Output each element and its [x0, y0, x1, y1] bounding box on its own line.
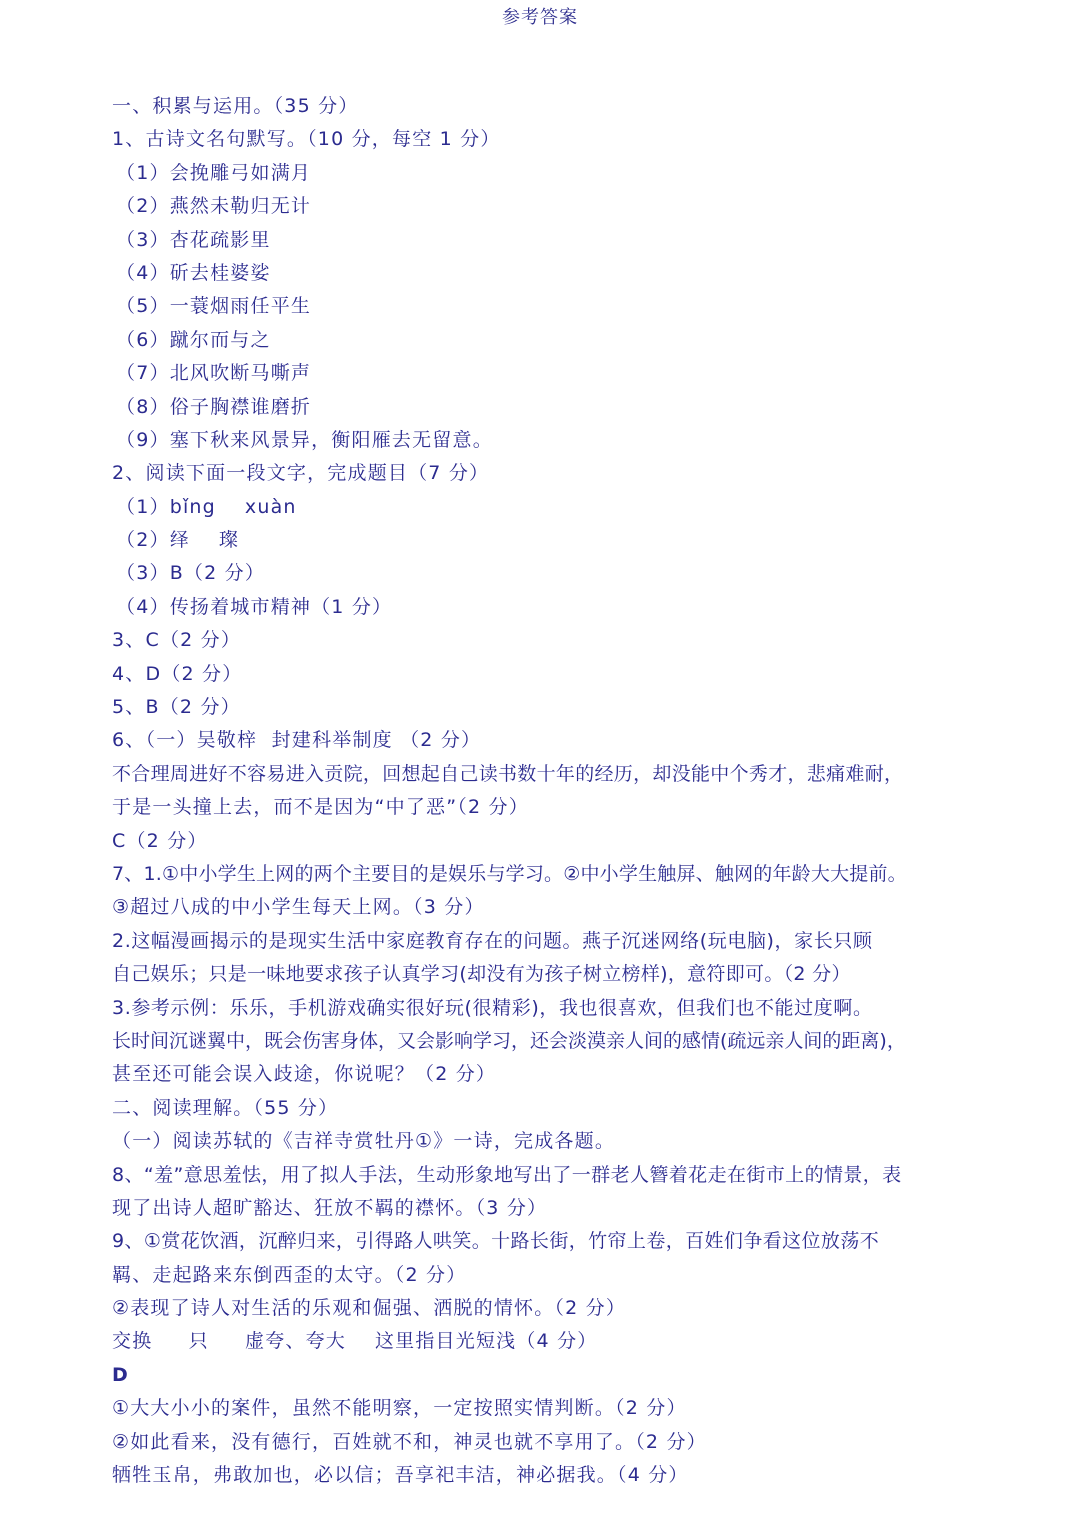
- answer-line: ③超过八成的中小学生每天上网。（3 分）: [112, 896, 485, 919]
- answer-line: 3.参考示例：乐乐，手机游戏确实很好玩(很精彩)，我也很喜欢，但我们也不能过度啊。: [112, 996, 873, 1019]
- answer-line: 6、（一）吴敬梓 封建科举制度 （2 分）: [112, 729, 482, 752]
- answer-line: D: [112, 1363, 129, 1386]
- answer-line: C（2 分）: [112, 829, 208, 852]
- answer-line: 9、①赏花饮酒，沉醉归来，引得路人哄笑。十路长街，竹帘上卷，百姓们争看这位放荡不: [112, 1230, 880, 1253]
- answer-line: （3）杏花疏影里: [116, 228, 271, 251]
- answer-line: 4、D（2 分）: [112, 662, 243, 685]
- answer-line: 3、C（2 分）: [112, 629, 242, 652]
- answer-line: （3）B（2 分）: [116, 562, 266, 585]
- answer-line: （7）北风吹断马嘶声: [116, 362, 312, 385]
- answer-line: ②如此看来，没有德行，百姓就不和，神灵也就不享用了。（2 分）: [112, 1430, 707, 1453]
- subsection-heading: （一）阅读苏轼的《吉祥寺赏牡丹①》一诗，完成各题。: [112, 1130, 616, 1153]
- answer-line: 不合理周进好不容易进入贡院，回想起自己读书数十年的经历，却没能中个秀才，悲痛难耐，: [112, 762, 904, 785]
- section-heading: 二、阅读理解。（55 分）: [112, 1096, 339, 1119]
- answer-line: ①大大小小的案件，虽然不能明察，一定按照实情判断。（2 分）: [112, 1397, 687, 1420]
- answer-line: 长时间沉谜翼中，既会伤害身体，又会影响学习，还会淡漠亲人间的感情(疏远亲人间的距离)，: [112, 1029, 906, 1052]
- answer-line: （8）俗子胸襟谁磨折: [116, 395, 312, 418]
- answer-line: 羁、走起路来东倒西歪的太守。（2 分）: [112, 1263, 467, 1286]
- answer-line: （1）bǐng xuàn: [116, 495, 297, 518]
- answer-line: 5、B（2 分）: [112, 696, 241, 719]
- answer-line: 现了出诗人超旷豁达、狂放不羁的襟怀。（3 分）: [112, 1196, 548, 1219]
- answer-line: 甚至还可能会误入歧途，你说呢？（2 分）: [112, 1063, 497, 1086]
- section-heading: 一、积累与运用。（35 分）: [112, 95, 359, 117]
- answer-line: （1）会挽雕弓如满月: [116, 161, 312, 184]
- answer-line: （6）蹴尔而与之: [116, 328, 271, 351]
- answer-line: （9）塞下秋来风景异，衡阳雁去无留意。: [116, 428, 493, 451]
- answer-content: [112, 90, 982, 1492]
- answer-line: （4）传扬着城市精神（1 分）: [116, 595, 393, 618]
- answer-line: 7、1.①中小学生上网的两个主要目的是娱乐与学习。②中小学生触屏、触网的年龄大大提前。: [112, 862, 907, 885]
- answer-line: 2.这幅漫画揭示的是现实生活中家庭教育存在的问题。燕子沉迷网络(玩电脑)，家长只顾: [112, 929, 873, 952]
- question-heading: 1、古诗文名句默写。（10 分，每空 1 分）: [112, 128, 501, 151]
- answer-line: （2）燕然未勒归无计: [116, 195, 312, 218]
- question-heading: 2、阅读下面一段文字，完成题目（7 分）: [112, 462, 490, 485]
- answer-line: 于是一头撞上去，而不是因为“中了恶”（2 分）: [112, 796, 529, 819]
- answer-line: ②表现了诗人对生活的乐观和倔强、洒脱的情怀。（2 分）: [112, 1297, 627, 1320]
- answer-line: 牺牲玉帛，弗敢加也，必以信；吾享祀丰洁，神必据我。（4 分）: [112, 1464, 689, 1487]
- answer-line: 8、“羞”意思羞怯，用了拟人手法，生动形象地写出了一群老人簪着花走在街市上的情景，表: [112, 1163, 902, 1186]
- answer-line: 交换 只 虚夸、夸大 这里指目光短浅（4 分）: [112, 1330, 598, 1353]
- page-title: 参考答案: [502, 7, 578, 28]
- answer-line: （5）一蓑烟雨任平生: [116, 295, 312, 318]
- answer-line: （2）绎 璨: [116, 529, 240, 552]
- answer-line: 自己娱乐；只是一味地要求孩子认真学习(却没有为孩子树立榜样)，意符即可。（2 分）: [112, 963, 851, 986]
- answer-line: （4）斫去桂婆娑: [116, 261, 271, 284]
